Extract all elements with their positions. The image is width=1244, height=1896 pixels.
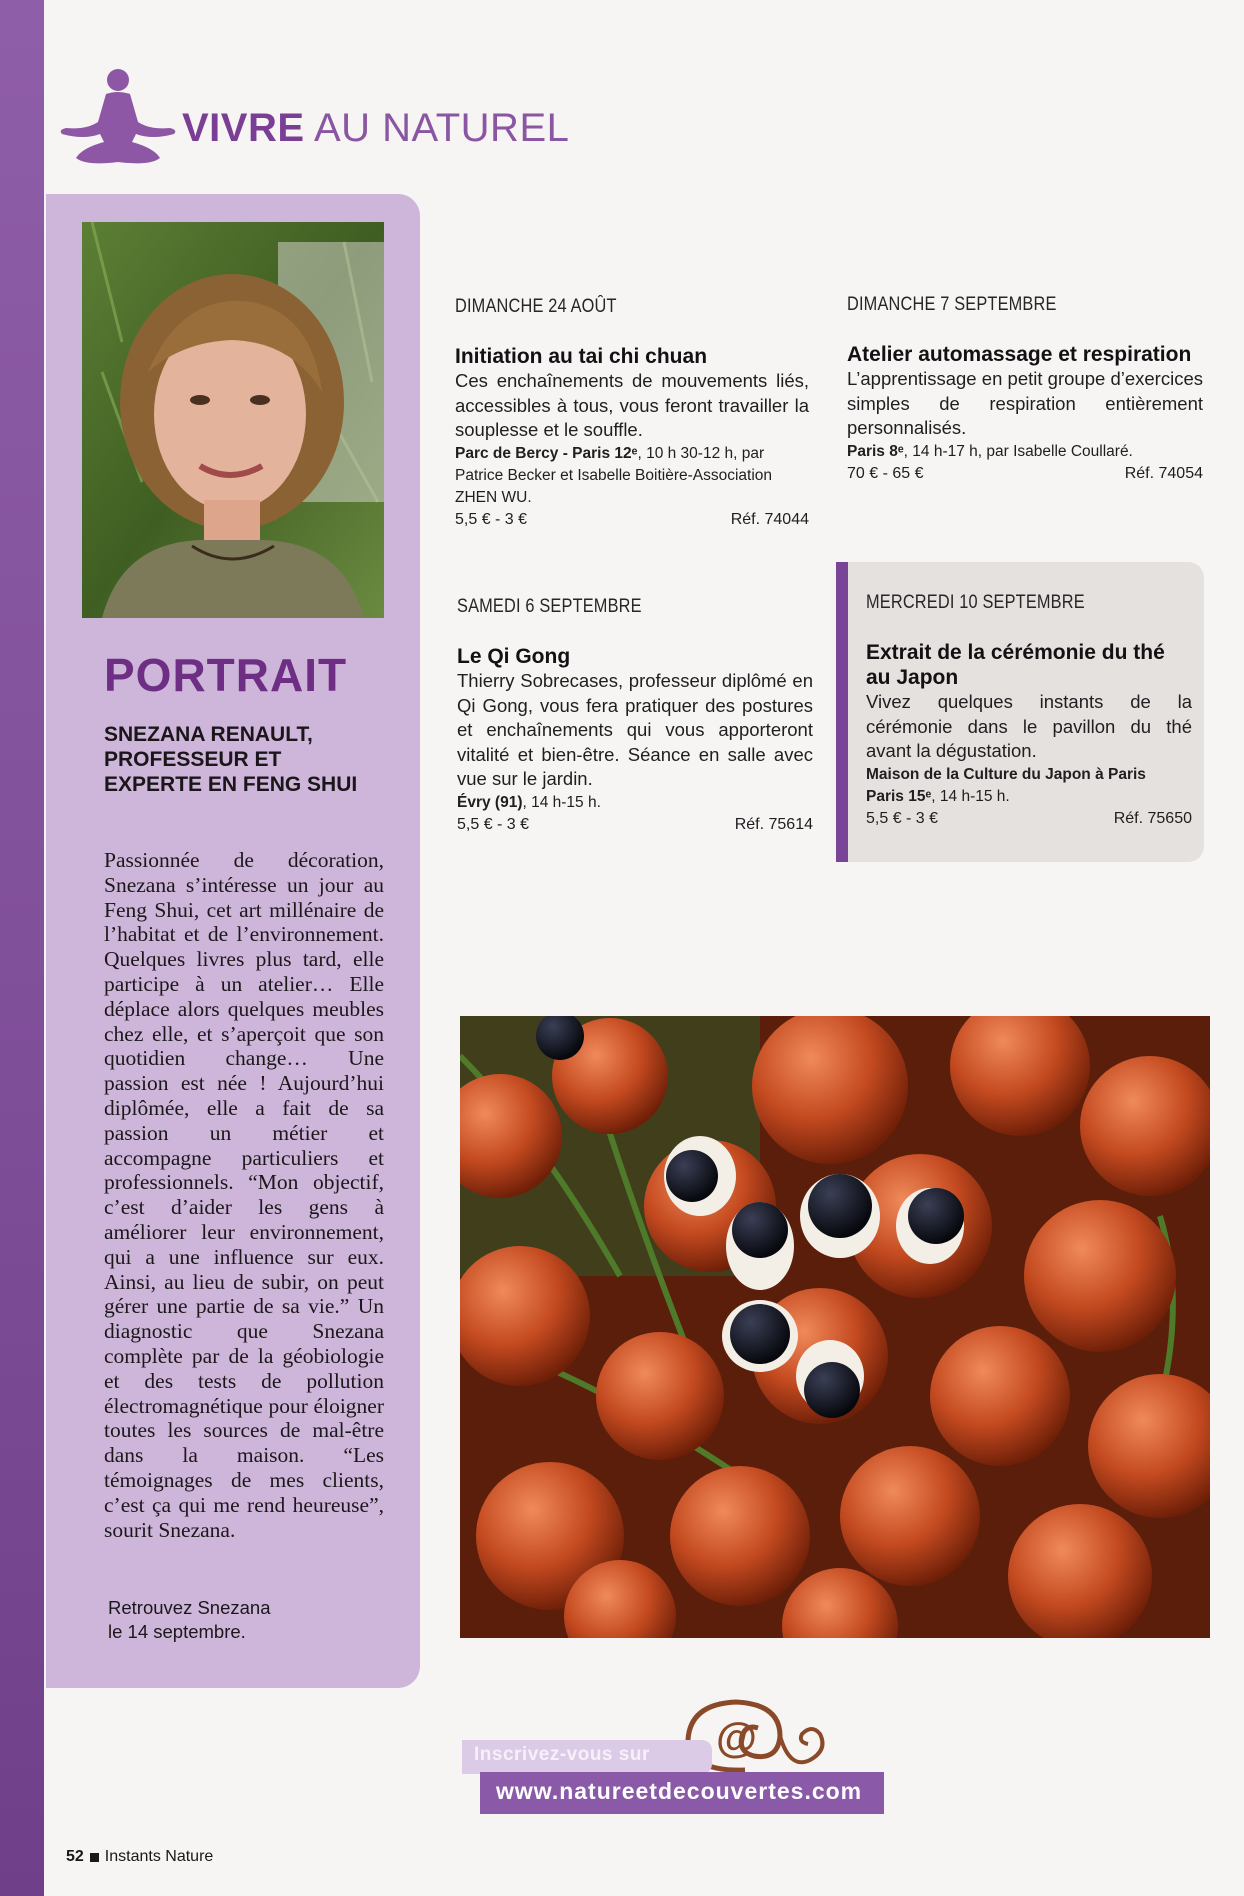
event-tea-ceremony: [866, 592, 1192, 830]
event-automassage: [847, 294, 1203, 485]
square-bullet-icon: [90, 1853, 99, 1862]
event-title: Initiation au tai chi chuan: [455, 345, 708, 368]
event-description: L’apprentissage en petit groupe d’exercices simples de respiration entièrement personnalisés.: [847, 368, 1203, 438]
event-description: Thierry Sobrecases, professeur diplômé en Qi Gong, vous fera pratiquer des postures et enchaînements qui vous apporteront vitalité et bien-être. Séance en salle avec vue sur le jardin.: [457, 670, 813, 789]
event-price: 5,5 € - 3 €: [866, 809, 939, 827]
section-header: [46, 64, 606, 174]
portrait-footer: [108, 1596, 368, 1644]
event-price-row: [457, 814, 813, 836]
event-price-row: [866, 808, 1192, 830]
event-price-row: [847, 463, 1203, 485]
event-place: Évry (91), 14 h-15 h.: [457, 793, 601, 811]
portrait-heading: PORTRAIT: [104, 649, 348, 701]
event-place: Paris 8ᵉ, 14 h-17 h, par Isabelle Coullaré.: [847, 442, 1133, 460]
event-place: Parc de Bercy - Paris 12ᵉ, 10 h 30-12 h, par Patrice Becker et Isabelle Boitière-Association ZHEN WU.: [455, 444, 773, 506]
svg-text:@: @: [716, 1714, 757, 1761]
publication-name: Instants Nature: [104, 1848, 214, 1865]
event-ref: Réf. 74054: [1124, 464, 1203, 482]
page-number: 52: [66, 1848, 84, 1865]
event-ref: Réf. 74044: [730, 510, 809, 528]
event-qi-gong: [457, 596, 813, 836]
website-link[interactable]: www.natureetdecouvertes.com: [496, 1778, 863, 1804]
event-ref: Réf. 75614: [734, 815, 813, 833]
event-description: Vivez quelques instants de la cérémonie dans le pavillon du thé avant la dégustation.: [866, 691, 1192, 761]
edge-color-band: [0, 0, 44, 1896]
event-date: SAMEDI 6 SEPTEMBRE: [457, 596, 642, 617]
event-title: Atelier automassage et respiration: [847, 343, 1192, 366]
event-price-row: [455, 509, 809, 531]
event-place: Maison de la Culture du Japon à Paris: [866, 765, 1146, 783]
event-tai-chi: [455, 296, 809, 531]
portrait-footer-line1: Retrouvez Snezana: [108, 1597, 271, 1618]
event-ref: Réf. 75650: [1113, 809, 1192, 827]
website-banner: [462, 1690, 892, 1820]
event-date: MERCREDI 10 SEPTEMBRE: [866, 592, 1085, 613]
event-place-line2: Paris 15ᵉ, 14 h-15 h.: [866, 787, 1010, 805]
event-title: Extrait de la cérémonie du thé au Japon: [866, 641, 1165, 689]
section-title: VIVRE AU NATUREL: [182, 106, 570, 150]
meditation-icon: [46, 64, 186, 174]
portrait-footer-line2: le 14 septembre.: [108, 1621, 246, 1642]
guarana-fruit-photo: [460, 1016, 1210, 1638]
invite-text: Inscrivez-vous sur: [474, 1744, 650, 1765]
event-description: Ces enchaînements de mouvements liés, accessibles à tous, vous feront travailler la souplesse et le souffle.: [455, 370, 809, 440]
event-price: 5,5 € - 3 €: [457, 815, 530, 833]
event-date: DIMANCHE 7 SEPTEMBRE: [847, 294, 1057, 315]
page-footer: [66, 1848, 213, 1866]
portrait-subheading: SNEZANA RENAULT, PROFESSEUR ET EXPERTE EN FENG SHUI: [104, 723, 358, 796]
portrait-photo: [82, 222, 384, 618]
event-price: 5,5 € - 3 €: [455, 510, 528, 528]
portrait-body-text: Passionnée de décoration, Snezana s’intéresse un jour au Feng Shui, cet art millénaire de l’habitat et de l’environnement. Quelques livres plus tard, elle participe à un atelier… Elle déplace alors quelques meubles chez elle, et s’aperçoit que son quotidien change… Une passion est née ! Aujourd’hui diplômée, elle a fait de sa passion un métier et accompagne particuliers et professionnels. “Mon objectif, c’est d’aider les gens à améliorer leur environnement, qui a une influence sur eux. Ainsi, au lieu de subir, on peut gérer une partie de sa vie.” Un diagnostic que Snezana complète par de la géobiologie et des tests de pollution électromagnétique pour éloigner toutes les sources de mal-être dans la maison. “Les témoignages de mes clients, c’est ça qui me rend heureuse”, sourit Snezana.: [104, 848, 384, 1542]
event-price: 70 € - 65 €: [847, 464, 924, 482]
event-date: DIMANCHE 24 AOÛT: [455, 296, 617, 317]
event-title: Le Qi Gong: [457, 645, 571, 668]
